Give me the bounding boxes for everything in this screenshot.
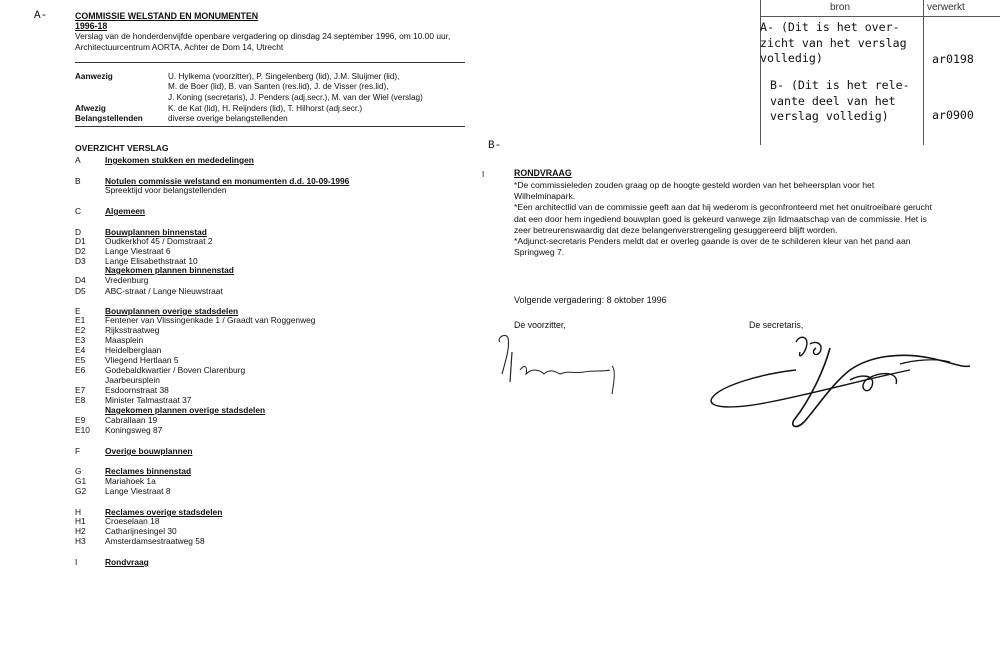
agenda-item-text: Vredenburg [105,275,149,285]
source-entry-a [760,20,907,67]
agenda-item-code: I [75,557,78,567]
agenda-item-text: Nagekomen plannen binnenstad [105,265,234,275]
agenda-item-text: Lange Elisabethstraat 10 [105,256,198,266]
agenda-item-code: D [75,227,82,237]
source-line: A- (Dit is het over- [760,20,900,34]
agenda-item-code: E3 [75,335,86,345]
agenda-item-text: Lange Viestraat 6 [105,246,171,256]
agenda-item-text: Amsterdamsestraatweg 58 [105,536,205,546]
agenda-item-code: E9 [75,415,86,425]
next-meeting: Volgende vergadering: 8 oktober 1996 [514,295,667,305]
overview-title: OVERZICHT VERSLAG [75,143,169,153]
source-code-a: ar0198 [932,52,974,66]
divider-attendance [75,126,465,127]
agenda-item-text: Vliegend Hertlaan 5 [105,355,179,365]
agenda-item-text: Spreektijd voor belangstellenden [105,185,227,195]
agenda-item-text: Notulen commissie welstand en monumenten d.d. 10-09-1996 [105,176,350,186]
agenda-item-text: Heidelberglaan [105,345,162,355]
chair-signature [494,330,634,400]
agenda-item-text: Catharijnesingel 30 [105,526,177,536]
rondvraag-body [514,180,934,258]
agenda-item-code: D3 [75,256,86,266]
agenda-item-code: E8 [75,395,86,405]
agenda-item-text: Godebaldkwartier / Boven Clarenburg [105,365,246,375]
agenda-item-text: Oudkerkhof 45 / Domstraat 2 [105,236,213,246]
agenda-item-text: Rijksstraatweg [105,325,160,335]
source-line: volledig) [760,51,823,65]
table-header-bron: bron [830,2,851,13]
agenda-item-text: Rondvraag [105,557,149,567]
agenda-item-text: Reclames overige stadsdelen [105,507,223,517]
agenda-item-code: H [75,507,82,517]
agenda-item-code: D2 [75,246,86,256]
rondvraag-paragraph: *Een architectlid van de commissie geeft aan dat hij wederom is geconfronteerd met het onuitroeibare gerucht dat een door hem ingediend bouwplan goed is gekeurd vanwege zijn lidmaatschap van de commissie. Het is zeer betreurenswaardig dat deze belangenverstrengeling gesuggereerd blijft worden. [514,202,932,235]
agenda-item-code: E7 [75,385,86,395]
stakeholders-label: Belangstellenden [75,114,143,123]
chair-label: De voorzitter, [514,320,566,330]
agenda-item-text: Cabrallaan 19 [105,415,158,425]
agenda-item-code: C [75,206,82,216]
table-header-divider [760,16,1000,17]
rondvraag-paragraph: *De commissieleden zouden graag op de hoogte gesteld worden van het beheersplan voor het Wilhelminapark. [514,180,875,202]
document-description: Verslag van de honderdenvijfde openbare vergadering op dinsdag 24 september 1996, om 10.00 uur, Architectuurcentrum AORTA, Achter de Dom 14, Utrecht [75,31,451,52]
agenda-item-code: A [75,155,81,165]
agenda-item-code: E2 [75,325,86,335]
agenda-item-code: H3 [75,536,86,546]
rondvraag-title: RONDVRAAG [514,168,572,178]
agenda-item-code: D4 [75,275,86,285]
section-mark-a: A- [34,10,48,22]
agenda-item-text: Overige bouwplannen [105,446,193,456]
agenda-item-text: Reclames binnenstad [105,466,192,476]
agenda-item-code: B [75,176,81,186]
agenda-item-code: H1 [75,516,86,526]
agenda-item-text: Minister Talmastraat 37 [105,395,192,405]
secretary-label: De secretaris, [749,320,804,330]
source-line: verslag volledig) [770,109,889,123]
present-line: U. Hylkema (voorzitter), P. Singelenberg (lid), J.M. Sluijmer (lid), [168,72,400,81]
agenda-item-code: F [75,446,81,456]
agenda-item-text: Fentener van Vlissingenkade 1 / Graadt van Roggenweg [105,315,316,325]
rondvraag-paragraph: *Adjunct-secretaris Penders meldt dat er overleg gaande is over de te schilderen kleur van het pand aan Springweg 7. [514,236,911,258]
agenda-item-text: ABC-straat / Lange Nieuwstraat [105,286,223,296]
absent-value: K. de Kat (lid), H. Reijnders (lid), T. Hilhorst (adj.secr.) [168,104,363,113]
agenda-item-code: E10 [75,425,90,435]
agenda-item-text: Lange Viestraat 8 [105,486,171,496]
table-header-verwerkt: verwerkt [927,2,965,13]
present-line: M. de Boer (lid), B. van Santen (res.lid), J. de Visser (res.lid), [168,82,389,92]
source-code-b: ar0900 [932,108,974,122]
agenda-item-text: Maasplein [105,335,144,345]
agenda-item-text: Mariahoek 1a [105,476,156,486]
agenda-item-text: Nagekomen plannen overige stadsdelen [105,405,266,415]
agenda-item-text: Jaarbeursplein [105,375,160,385]
secretary-signature [700,330,980,440]
agenda-item-code: G [75,466,82,476]
agenda-item-text: Croeselaan 18 [105,516,160,526]
source-entry-b [770,78,910,125]
document-title: COMMISSIE WELSTAND EN MONUMENTEN [75,11,259,21]
present-label: Aanwezig [75,72,113,81]
agenda-item-code: G2 [75,486,87,496]
section-mark-b: B- [488,140,502,152]
agenda-item-code: E1 [75,315,86,325]
agenda-item-code: H2 [75,526,86,536]
source-line: B- (Dit is het rele- [770,78,910,92]
item-code: I [482,170,485,179]
agenda-item-code: D1 [75,236,86,246]
agenda-item-text: Esdoornstraat 38 [105,385,169,395]
source-line: zicht van het verslag [760,35,907,50]
agenda-item-code: E4 [75,345,86,355]
document-reference: 1996-18 [75,21,108,31]
absent-label: Afwezig [75,104,106,113]
agenda-item-code: D5 [75,286,86,296]
present-line: J. Koning (secretaris), J. Penders (adj.secr.), M. van der Wiel (verslag) [168,92,423,102]
divider-top [75,62,465,63]
agenda-item-text: Algemeen [105,206,146,216]
source-line: vante deel van het [770,93,896,108]
agenda-item-text: Bouwplannen binnenstad [105,227,207,237]
agenda-item-text: Koningsweg 87 [105,425,163,435]
present-list [168,72,468,103]
agenda-item-code: G1 [75,476,87,486]
agenda-item-code: E6 [75,365,86,375]
stakeholders-value: diverse overige belangstellenden [168,114,288,123]
agenda-item-code: E [75,306,81,316]
source-table [760,0,1000,145]
table-column-divider [923,0,924,145]
agenda-item-code: E5 [75,355,86,365]
agenda-item-text: Ingekomen stukken en mededelingen [105,155,254,165]
agenda-item-text: Bouwplannen overige stadsdelen [105,306,239,316]
